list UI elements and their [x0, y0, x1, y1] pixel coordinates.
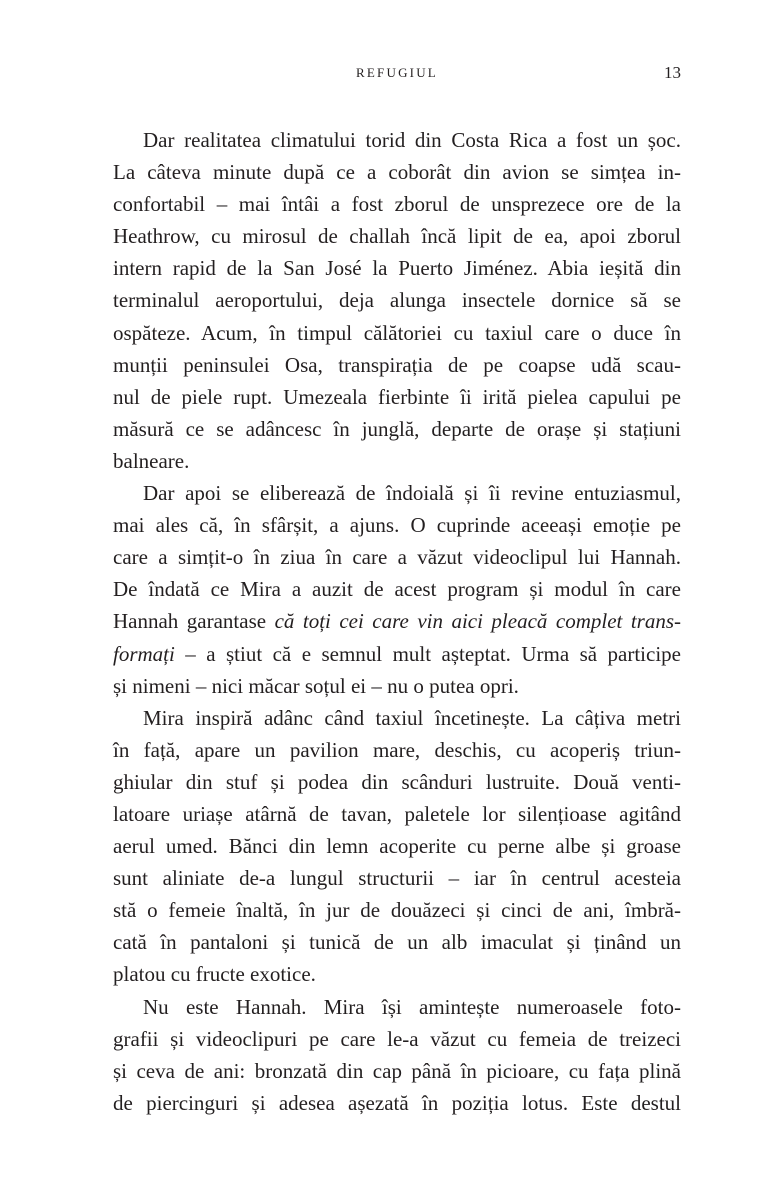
italic-quote: că toți cei care vin aici pleacă complet trans- — [274, 609, 682, 634]
text-line — [113, 638, 681, 670]
text-line: Mira inspiră adânc când taxiul încetinește. La câțiva metri — [143, 705, 681, 730]
text-line: sunt aliniate de-a lungul structurii – iar în centrul acesteia — [113, 866, 681, 891]
text-line: și nimeni – nici măcar soțul ei – nu o putea opri. — [113, 673, 519, 698]
paragraph-1 — [113, 124, 681, 477]
page-number: 13 — [664, 63, 681, 82]
text-line: aerul umed. Bănci din lemn acoperite cu perne albe și groase — [113, 834, 681, 859]
text-line: stă o femeie înaltă, în jur de douăzeci și cinci de ani, îmbră- — [113, 898, 681, 923]
text-line: ospăteze. Acum, în timpul călătoriei cu taxiul care o duce în — [113, 320, 681, 345]
text-line: cată în pantaloni și tunică de un alb imaculat și ținând un — [113, 930, 681, 955]
text-run: – a știut că e semnul mult așteptat. Urma să participe — [174, 641, 681, 666]
text-line: care a simțit-o în ziua în care a văzut videoclipul lui Hannah. — [113, 545, 681, 570]
text-line: Heathrow, cu mirosul de challah încă lipit de ea, apoi zborul — [113, 224, 681, 249]
text-line: grafii și videoclipuri pe care le-a văzut cu femeia de treizeci — [113, 1026, 681, 1051]
paragraph-2 — [113, 477, 681, 702]
text-run: Hannah garantase — [113, 609, 275, 634]
text-line: măsură ce se adâncesc în junglă, departe de orașe și stațiuni — [113, 416, 681, 441]
text-line: ghiular din stuf și podea din scânduri lustruite. Două venti- — [113, 769, 681, 794]
text-line: de piercinguri și adesea așezată în poziția lotus. Este destul — [113, 1090, 681, 1115]
text-line: Dar realitatea climatului torid din Costa Rica a fost un șoc. — [143, 128, 681, 152]
text-line: și ceva de ani: bronzată din cap până în picioare, cu fața plină — [113, 1058, 681, 1083]
text-line: nul de piele rupt. Umezeala fierbinte îi irită pielea capului pe — [113, 384, 681, 409]
text-line: latoare uriașe atârnă de tavan, paletele lor silențioase agitând — [113, 801, 681, 826]
text-line: confortabil – mai întâi a fost zborul de unsprezece ore de la — [113, 192, 681, 217]
running-header — [113, 63, 681, 87]
text-line: intern rapid de la San José la Puerto Jiménez. Abia ieșită din — [113, 256, 681, 281]
text-line: în față, apare un pavilion mare, deschis, cu acoperiș triun- — [113, 737, 681, 762]
italic-quote: formați — [113, 641, 175, 666]
text-line: De îndată ce Mira a auzit de acest program și modul în care — [113, 577, 681, 602]
running-title: REFUGIUL — [356, 65, 438, 80]
paragraph-3 — [113, 702, 681, 991]
text-line: platou cu fructe exotice. — [113, 962, 316, 987]
text-line: Nu este Hannah. Mira își amintește numeroasele foto- — [143, 994, 681, 1019]
text-line: mai ales că, în sfârșit, a ajuns. O cuprinde aceeași emoție pe — [113, 513, 681, 538]
text-line: munții peninsulei Osa, transpirația de pe coapse udă scau- — [113, 352, 681, 377]
text-line: La câteva minute după ce a coborât din avion se simțea in- — [113, 160, 681, 185]
page-body — [113, 124, 681, 1119]
text-line — [113, 605, 681, 637]
text-line: terminalul aeroportului, deja alunga insectele dornice să se — [113, 288, 681, 313]
paragraph-4 — [113, 991, 681, 1119]
text-line: Dar apoi se eliberează de îndoială și îi revine entuziasmul, — [143, 481, 681, 506]
text-line: balneare. — [113, 448, 190, 473]
